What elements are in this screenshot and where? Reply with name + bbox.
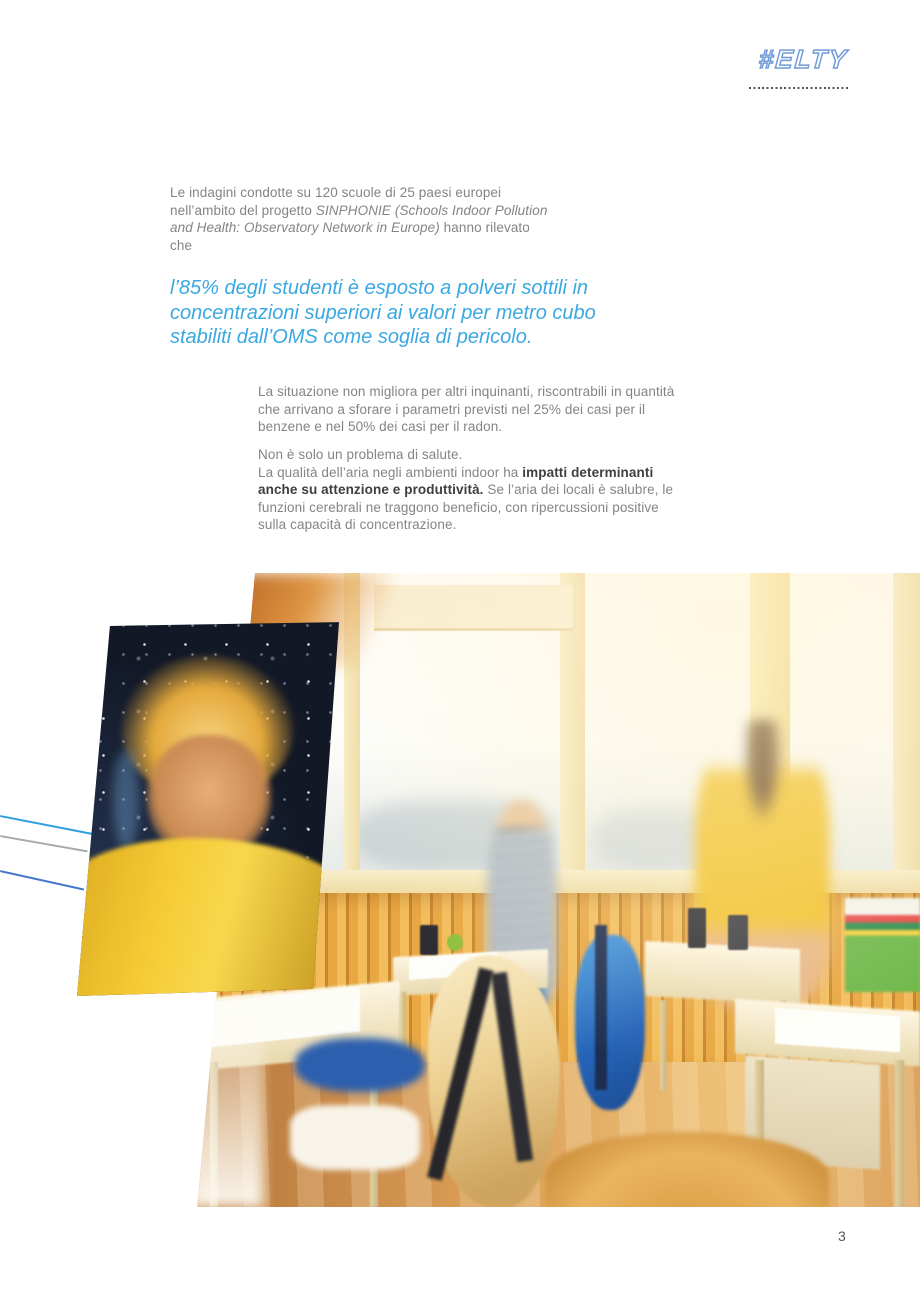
helty-logo: #ELTY	[758, 44, 850, 74]
decorative-line-blue-dark	[0, 870, 84, 891]
body-paragraph-2-bold: impatti determinanti anche su attenzione e produttività.	[258, 464, 654, 497]
decorative-line-gray	[0, 835, 88, 853]
intro-italic-project-name: SINPHONIE (Schools Indoor Pollution and Health: Observatory Network in Europe)	[170, 202, 548, 235]
child-yellow-shirt	[60, 838, 355, 1013]
body-paragraph-1: La situazione non migliora per altri inquinanti, riscontrabili in quantità che arrivano a sforare i parametri previsti nel 25% dei casi per il benzene e nel 50% dei casi per il radon.	[258, 384, 675, 434]
intro-text: Le indagini condotte su 120 scuole di 25 paesi europei nell’ambito del progetto	[170, 185, 502, 218]
body-paragraph-2-text: La qualità dell’aria negli ambienti indoor ha	[258, 464, 523, 480]
page-number: 3	[838, 1228, 846, 1244]
body-paragraph-2-text-after: Se l’aria dei locali è salubre, le funzioni cerebrali ne traggono beneficio, con ripercussioni positive sulla capacità di concentrazione.	[258, 482, 674, 532]
child-photo	[76, 621, 339, 1001]
body-paragraph-2	[258, 446, 678, 534]
intro-text-after: hanno rilevato che	[170, 220, 530, 253]
decorative-line-blue-light	[0, 815, 93, 835]
body-paragraph-2-line1: Non è solo un problema di salute.	[258, 447, 463, 462]
headline-statistic: l’85% degli studenti è esposto a polveri sottili in concentrazioni superiori ai valori per metro cubo stabiliti dall’OMS come soglia di pericolo.	[170, 277, 596, 348]
logo-dotted-rule	[749, 87, 848, 89]
blue-rim-light	[113, 750, 139, 849]
intro-paragraph	[170, 184, 552, 254]
